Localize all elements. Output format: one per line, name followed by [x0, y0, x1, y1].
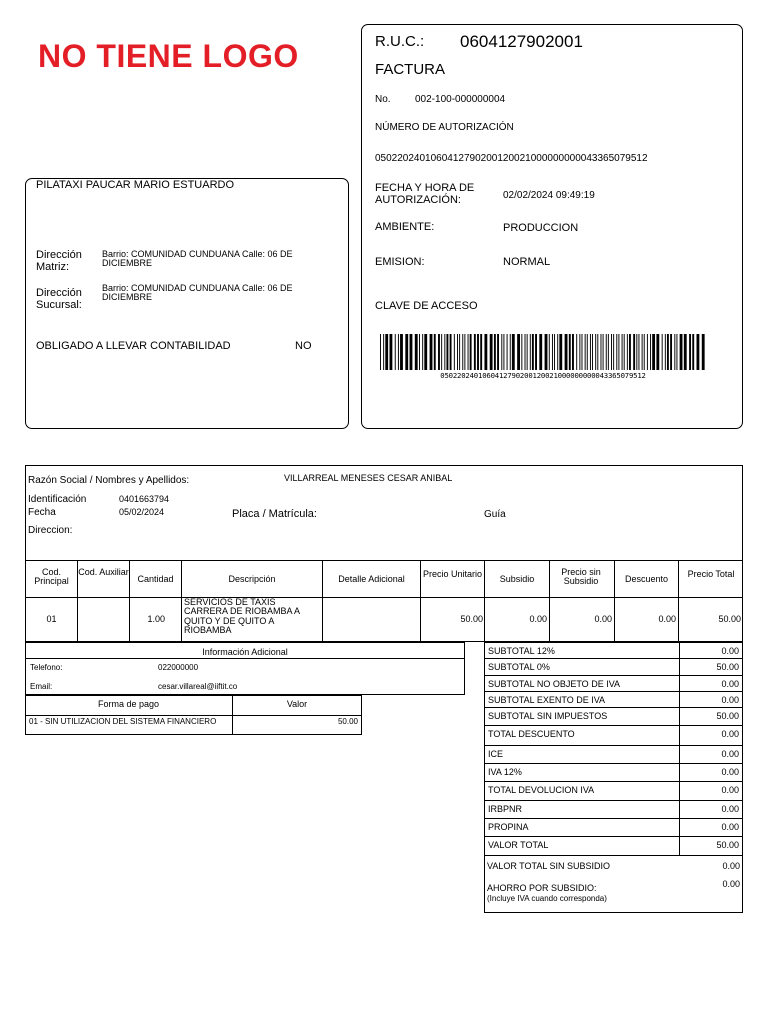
- barcode-bar: [624, 334, 625, 370]
- barcode-bar: [576, 334, 577, 370]
- invoice-number-value: 002-100-000000004: [415, 94, 506, 105]
- authorization-number: 0502202401060412790200120021000000000043365079512: [375, 153, 648, 164]
- main-address-label: Dirección Matriz:: [36, 249, 82, 273]
- barcode-bar: [638, 334, 639, 370]
- barcode-bar: [557, 334, 558, 370]
- barcode-bar: [494, 334, 496, 370]
- barcode-bar: [480, 334, 482, 370]
- barcode-bar: [601, 334, 602, 370]
- totals-row-label: SUBTOTAL 0%: [488, 662, 550, 672]
- payment-divider: [25, 715, 362, 716]
- barcode-bar: [400, 334, 403, 370]
- totals-row-label: SUBTOTAL SIN IMPUESTOS: [488, 711, 608, 721]
- col-divider: [549, 560, 550, 642]
- subsidy-savings-note: (Incluye IVA cuando corresponda): [487, 894, 607, 903]
- barcode-bar: [454, 334, 455, 370]
- access-key-label: CLAVE DE ACCESO: [375, 300, 478, 312]
- authorization-date-label: FECHA Y HORA DE AUTORIZACIÓN:: [375, 182, 475, 206]
- barcode-bar: [527, 334, 528, 370]
- barcode-bar: [650, 334, 651, 370]
- barcode-bar: [656, 334, 659, 370]
- branch-address-value: Barrio: COMUNIDAD CUNDUANA Calle: 06 DE DICIEMBRE: [102, 283, 293, 303]
- col-divider: [181, 560, 182, 642]
- barcode-bar: [459, 334, 460, 370]
- barcode-bar: [422, 334, 423, 370]
- branch-address-label: Dirección Sucursal:: [36, 287, 82, 311]
- totals-row-divider: [679, 643, 680, 658]
- doc-type-title: FACTURA: [375, 61, 446, 78]
- barcode-bar: [642, 334, 643, 370]
- totals-row-label: TOTAL DEVOLUCION IVA: [488, 785, 595, 795]
- barcode-bar: [684, 334, 687, 370]
- totals-row-value: 0.00: [721, 785, 739, 795]
- totals-row-value: 0.00: [721, 749, 739, 759]
- barcode-bar: [552, 334, 553, 370]
- barcode-bar: [667, 334, 669, 370]
- totals-row-divider: [679, 726, 680, 745]
- item-subsidio: 0.00: [529, 614, 547, 624]
- barcode-bar: [444, 334, 445, 370]
- barcode-bar: [410, 334, 413, 370]
- barcode-bar: [450, 334, 452, 370]
- col-header-precio-total: Precio Total: [687, 569, 735, 579]
- barcode-bar: [539, 334, 542, 370]
- barcode-bar: [525, 334, 526, 370]
- barcode-bar: [512, 334, 515, 370]
- issue-date-value: 05/02/2024: [119, 507, 165, 517]
- emision-label: EMISION:: [375, 256, 425, 268]
- totals-row-value: 0.00: [721, 822, 739, 832]
- buyer-id-label: Identificación: [28, 494, 87, 505]
- barcode-bar: [424, 334, 427, 370]
- accounting-required-label: OBLIGADO A LLEVAR CONTABILIDAD: [36, 340, 231, 352]
- barcode-bar: [692, 334, 694, 370]
- barcode-bar: [572, 334, 574, 370]
- totals-row-label: SUBTOTAL EXENTO DE IVA: [488, 695, 606, 705]
- guide-label: Guía: [484, 509, 506, 520]
- barcode-bar: [383, 334, 384, 370]
- barcode-bar: [697, 334, 700, 370]
- totals-row-divider: [679, 708, 680, 725]
- barcode-bar: [503, 334, 504, 370]
- totals-row-label: ICE: [488, 749, 504, 759]
- totals-row: [484, 764, 743, 782]
- totals-row-divider: [679, 764, 680, 781]
- buyer-id-value: 0401663794: [119, 494, 170, 504]
- totals-row: [484, 708, 743, 726]
- barcode-bar: [484, 334, 487, 370]
- totals-row-value: 0.00: [721, 646, 739, 656]
- ambiente-label: AMBIENTE:: [375, 221, 435, 233]
- barcode-bar: [569, 334, 571, 370]
- barcode-bar: [680, 334, 683, 370]
- ruc-value: 0604127902001: [460, 32, 583, 51]
- subsidy-savings-value: 0.00: [722, 879, 740, 889]
- totals-row-value: 50.00: [716, 840, 739, 850]
- totals-row: [484, 642, 743, 659]
- col-divider: [129, 560, 130, 642]
- buyer-name-label: Razón Social / Nombres y Apellidos:: [28, 475, 190, 486]
- barcode-bar: [597, 334, 598, 370]
- item-precio-unitario: 50.00: [460, 614, 483, 624]
- barcode-bar: [415, 334, 418, 370]
- barcode-bar: [627, 334, 628, 370]
- barcode-bar: [587, 334, 588, 370]
- barcode-bar: [579, 334, 580, 370]
- totals-row-label: SUBTOTAL 12%: [488, 646, 555, 656]
- authorization-label: NÚMERO DE AUTORIZACIÓN: [375, 122, 514, 133]
- items-table: [25, 560, 743, 642]
- totals-row: [484, 801, 743, 819]
- barcode-bar: [395, 334, 396, 370]
- phone-label: Telefono:: [30, 663, 63, 672]
- barcode-bar: [390, 334, 393, 370]
- barcode-bar: [554, 334, 555, 370]
- totals-row-value: 0.00: [721, 729, 739, 739]
- totals-row-divider: [679, 746, 680, 763]
- barcode-bar: [468, 334, 469, 370]
- col-header-cantidad: Cantidad: [137, 574, 174, 584]
- totals-row-value: 0.00: [721, 804, 739, 814]
- barcode-bar: [689, 334, 691, 370]
- payment-method-value: 01 - SIN UTILIZACION DEL SISTEMA FINANCIERO: [29, 717, 217, 726]
- barcode-bar: [665, 334, 666, 370]
- totals-row-label: TOTAL DESCUENTO: [488, 729, 575, 739]
- barcode-bar: [535, 334, 537, 370]
- totals-row: [484, 676, 743, 692]
- barcode-bar: [702, 334, 705, 370]
- totals-row-value: 0.00: [721, 767, 739, 777]
- barcode-bar: [616, 334, 617, 370]
- address-label: Direccion:: [28, 525, 73, 536]
- totals-row-value: 50.00: [716, 662, 739, 672]
- barcode-bar: [622, 334, 623, 370]
- barcode-bar: [441, 334, 442, 370]
- col-header-subsidio: Subsidio: [499, 574, 535, 584]
- barcode-bar: [470, 334, 472, 370]
- barcode-bar: [565, 334, 568, 370]
- accounting-required-value: NO: [295, 340, 312, 352]
- main-address-value: Barrio: COMUNIDAD CUNDUANA Calle: 06 DE DICIEMBRE: [102, 249, 293, 269]
- barcode-bar: [613, 334, 614, 370]
- totals-row-divider: [679, 801, 680, 818]
- issue-date-label: Fecha: [28, 507, 56, 518]
- barcode-bar: [385, 334, 388, 370]
- item-precio-sin-subsidio: 0.00: [594, 614, 612, 624]
- barcode-bar: [592, 334, 593, 370]
- barcode-bar: [676, 334, 677, 370]
- barcode-bar: [585, 334, 586, 370]
- email-label: Email:: [30, 682, 53, 691]
- totals-row-value: 0.00: [721, 695, 739, 705]
- barcode-bar: [608, 334, 609, 370]
- totals-row-divider: [679, 676, 680, 691]
- ambiente-value: PRODUCCION: [503, 222, 579, 234]
- col-header-descuento: Descuento: [624, 574, 669, 584]
- barcode-bar: [501, 334, 502, 370]
- barcode-bar: [380, 334, 381, 370]
- col-header-precio-sin-subsidio: Precio sin Subsidio: [561, 567, 601, 587]
- barcode-bar: [497, 334, 499, 370]
- totals-row: [484, 782, 743, 801]
- totals-row-divider: [679, 782, 680, 800]
- barcode-bar: [530, 334, 531, 370]
- col-divider: [614, 560, 615, 642]
- barcode-bar: [549, 334, 550, 370]
- totals-row-divider: [679, 659, 680, 675]
- barcode-bar: [647, 334, 648, 370]
- barcode-bar: [629, 334, 631, 370]
- value-without-subsidy-value: 0.00: [722, 861, 740, 871]
- totals-row-divider: [679, 837, 680, 855]
- item-cantidad: 1.00: [147, 614, 165, 624]
- barcode-bar: [477, 334, 479, 370]
- col-header-precio-unitario: Precio Unitario: [422, 569, 483, 579]
- col-divider: [322, 560, 323, 642]
- barcode-bar: [532, 334, 534, 370]
- barcode-bar: [517, 334, 520, 370]
- totals-row-label: VALOR TOTAL: [488, 840, 549, 850]
- barcode-bar: [430, 334, 433, 370]
- totals-row: [484, 692, 743, 708]
- barcode-bar: [545, 334, 548, 370]
- barcode-bar: [510, 334, 511, 370]
- payment-method-header: Forma de pago: [97, 699, 160, 709]
- totals-row: [484, 726, 743, 746]
- emision-value: NORMAL: [503, 256, 551, 268]
- barcode-bar: [644, 334, 645, 370]
- item-precio-total: 50.00: [718, 614, 741, 624]
- items-table-header-divider: [25, 597, 743, 598]
- subsidy-savings-label: AHORRO POR SUBSIDIO:: [487, 883, 597, 893]
- barcode-bar: [633, 334, 635, 370]
- barcode-bar: [490, 334, 493, 370]
- plate-label: Placa / Matrícula:: [232, 508, 317, 520]
- col-header-cod-auxiliar: Cod. Auxiliar: [78, 567, 129, 577]
- barcode-bar: [405, 334, 408, 370]
- totals-row-label: IVA 12%: [488, 767, 522, 777]
- barcode-bar: [603, 334, 604, 370]
- totals-row: [484, 659, 743, 676]
- payment-amount-value: 50.00: [337, 717, 358, 726]
- totals-row-divider: [679, 819, 680, 836]
- additional-info-title: Información Adicional: [202, 647, 288, 657]
- invoice-number-label: No.: [375, 94, 391, 105]
- col-header-detalle: Detalle Adicional: [338, 574, 405, 584]
- item-descripcion: SERVICIOS DE TAXIS CARRERA DE RIOBAMBA A QUITO Y DE QUITO A RIOBAMBA: [184, 597, 300, 636]
- barcode-bar: [419, 334, 420, 370]
- barcode-bar: [464, 334, 465, 370]
- totals-row-value: 0.00: [721, 679, 739, 689]
- additional-info-divider: [25, 658, 465, 659]
- phone-value: 022000000: [158, 663, 199, 672]
- payment-value-header: Valor: [286, 699, 308, 709]
- barcode-bar: [446, 334, 448, 370]
- issuer-name: PILATAXI PAUCAR MARIO ESTUARDO: [36, 179, 235, 191]
- barcode-bar: [606, 334, 607, 370]
- barcode-bar: [434, 334, 436, 370]
- barcode-bar: [438, 334, 440, 370]
- barcode-bar: [559, 334, 562, 370]
- barcode-bar: [398, 334, 399, 370]
- barcode-bar: [474, 334, 476, 370]
- barcode-bar: [652, 334, 655, 370]
- col-header-descripcion: Descripción: [228, 574, 276, 584]
- totals-row-divider: [679, 692, 680, 707]
- col-header-cod-principal: Cod. Principal: [34, 567, 69, 587]
- barcode-bar: [507, 334, 508, 370]
- totals-row-label: IRBPNR: [488, 804, 523, 814]
- barcode-bar: [636, 334, 637, 370]
- access-key-barcode-text: 0502202401060412790200120021000000000043365079512: [440, 371, 646, 380]
- barcode-bar: [611, 334, 612, 370]
- item-cod-principal: 01: [46, 614, 57, 624]
- authorization-date-value: 02/02/2024 09:49:19: [503, 190, 595, 201]
- barcode-bar: [662, 334, 663, 370]
- totals-row-label: SUBTOTAL NO OBJETO DE IVA: [488, 679, 621, 689]
- barcode-bar: [595, 334, 596, 370]
- access-key-barcode: [380, 334, 706, 370]
- barcode-bar: [670, 334, 672, 370]
- totals-row-value: 50.00: [716, 711, 739, 721]
- barcode-bar: [618, 334, 619, 370]
- totals-row: [484, 746, 743, 764]
- col-divider: [484, 560, 485, 642]
- totals-row-label: PROPINA: [488, 822, 529, 832]
- totals-row: [484, 819, 743, 837]
- company-logo-text: NO TIENE LOGO: [38, 38, 299, 74]
- barcode-bar: [457, 334, 458, 370]
- barcode-bar: [590, 334, 591, 370]
- totals-row: [484, 837, 743, 856]
- barcode-bar: [521, 334, 522, 370]
- barcode-bar: [462, 334, 463, 370]
- value-without-subsidy-label: VALOR TOTAL SIN SUBSIDIO: [487, 861, 611, 871]
- barcode-bar: [582, 334, 583, 370]
- buyer-name-value: VILLARREAL MENESES CESAR ANIBAL: [284, 473, 453, 483]
- item-descuento: 0.00: [658, 614, 676, 624]
- ruc-label: R.U.C.:: [375, 33, 425, 50]
- barcode-bar: [674, 334, 675, 370]
- email-value: cesar.villareal@iiftit.co: [158, 682, 238, 691]
